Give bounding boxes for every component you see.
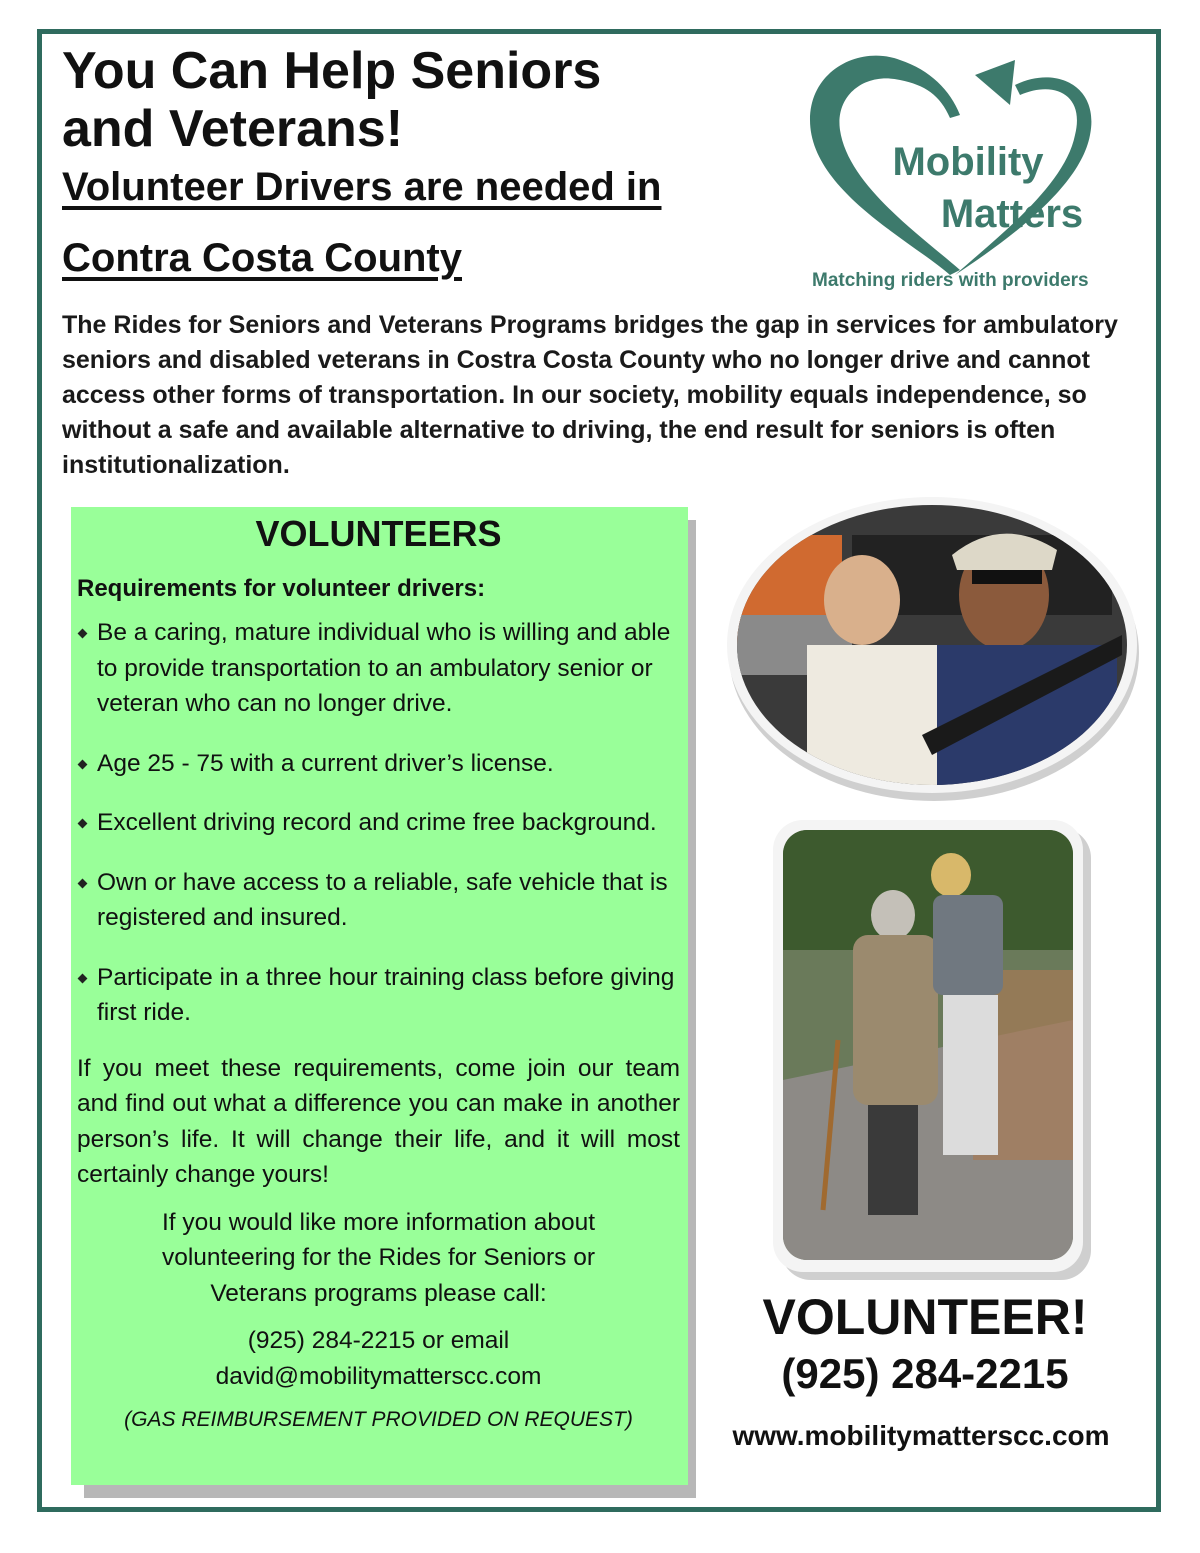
drivers-photo	[722, 495, 1142, 805]
volunteers-heading: VOLUNTEERS	[255, 513, 502, 554]
info-text: If you would like more information about volunteering for the Rides for Seniors or Veterans programs please call:	[161, 1208, 596, 1307]
gas-reimbursement-note: (GAS REIMBURSEMENT PROVIDED ON REQUEST)	[124, 1408, 633, 1431]
requirements-list	[77, 615, 680, 1031]
list-item: Be a caring, mature individual who is willing and able to provide transportation to an ambulatory senior or veteran who can no longer drive.	[77, 615, 680, 722]
list-item: Own or have access to a reliable, safe vehicle that is registered and insured.	[77, 865, 680, 936]
contact-phone: (925) 284-2215 or email	[247, 1327, 510, 1354]
logo-tagline: Matching riders with providers	[812, 270, 1089, 291]
logo-word-2: Matters	[940, 192, 1084, 236]
requirements-heading: Requirements for volunteer drivers:	[77, 575, 486, 602]
list-item: Age 25 - 75 with a current driver’s license.	[77, 746, 680, 782]
volunteer-box	[71, 507, 688, 1485]
intro-paragraph: The Rides for Seniors and Veterans Programs bridges the gap in services for ambulatory seniors and disabled veterans in Costra Costa County who no longer drive and cannot access other forms of transportation. In our society, mobility equals independence, so without a safe and available alternative to driving, the end result for seniors is often institutionalization.	[62, 311, 1118, 479]
list-item: Excellent driving record and crime free background.	[77, 805, 680, 841]
bullet-icon	[78, 878, 88, 888]
bullet-icon	[78, 819, 88, 829]
bullet-icon	[78, 973, 88, 983]
logo-word-1: Mobility	[892, 140, 1044, 184]
title-line-2: and Veterans!	[62, 100, 404, 158]
volunteer-cta: VOLUNTEER!	[762, 1289, 1088, 1345]
bullet-icon	[78, 629, 88, 639]
mobility-matters-logo	[800, 40, 1120, 300]
bullet-icon	[78, 759, 88, 769]
subtitle-line-2: Contra Costa County	[62, 236, 462, 280]
title-line-1: You Can Help Seniors	[62, 42, 602, 100]
subtitle-line-1: Volunteer Drivers are needed in	[62, 165, 662, 209]
closing-paragraph: If you meet these requirements, come join our team and find out what a difference you can make in another person’s life. It will change their life, and it will most certainly change yours!	[77, 1054, 680, 1188]
contact-email-link[interactable]: david@mobilitymatterscc.com	[215, 1362, 542, 1390]
page-title	[62, 42, 601, 158]
list-item: Participate in a three hour training class before giving first ride.	[77, 960, 680, 1031]
contact-info	[77, 1323, 680, 1394]
cta-phone: (925) 284-2215	[781, 1350, 1069, 1397]
caregiver-photo	[773, 820, 1091, 1280]
website-link[interactable]: www.mobilitymatterscc.com	[732, 1420, 1110, 1451]
